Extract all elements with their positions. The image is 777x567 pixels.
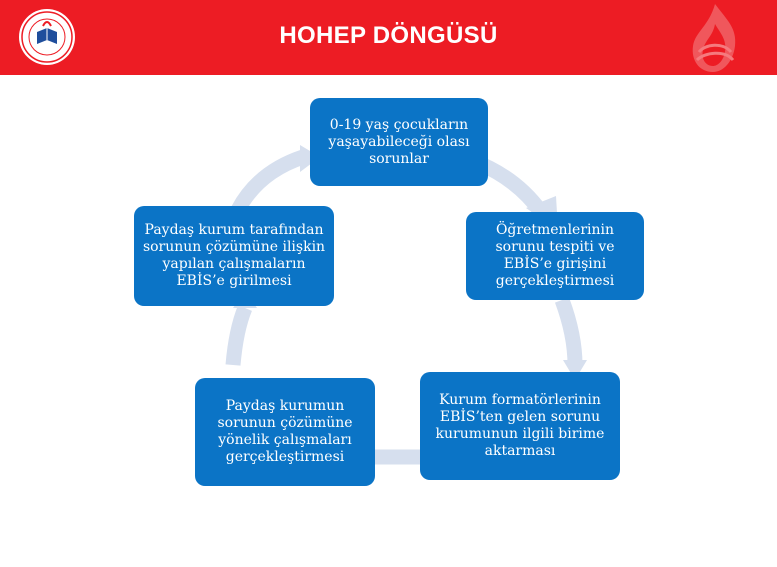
cycle-node-teacher-entry	[466, 212, 644, 300]
cycle-node-formator-transfer	[420, 372, 620, 480]
cycle-node-label: Kurum formatörlerinin EBİS’ten gelen sorunu kurumunun ilgili birime aktarması	[435, 392, 605, 459]
cycle-node-label: Paydaş kurumun sorunun çözümüne yönelik çalışmaları gerçekleştirmesi	[217, 398, 353, 465]
cycle-node-label: 0-19 yaş çocukların yaşayabileceği olası sorunlar	[328, 116, 470, 167]
page-title: HOHEP DÖNGÜSÜ	[279, 22, 498, 49]
cycle-node-label: Paydaş kurum tarafından sorunun çözümüne ilişkin yapılan çalışmaların EBİS’e girilmesi	[142, 222, 326, 289]
cycle-node-stakeholder-entry	[134, 206, 334, 306]
cycle-node-stakeholder-work	[195, 378, 375, 486]
cycle-node-problems	[310, 98, 488, 186]
cycle-node-label: Öğretmenlerinin sorunu tespiti ve EBİS’e girişini gerçekleştirmesi	[495, 222, 615, 289]
